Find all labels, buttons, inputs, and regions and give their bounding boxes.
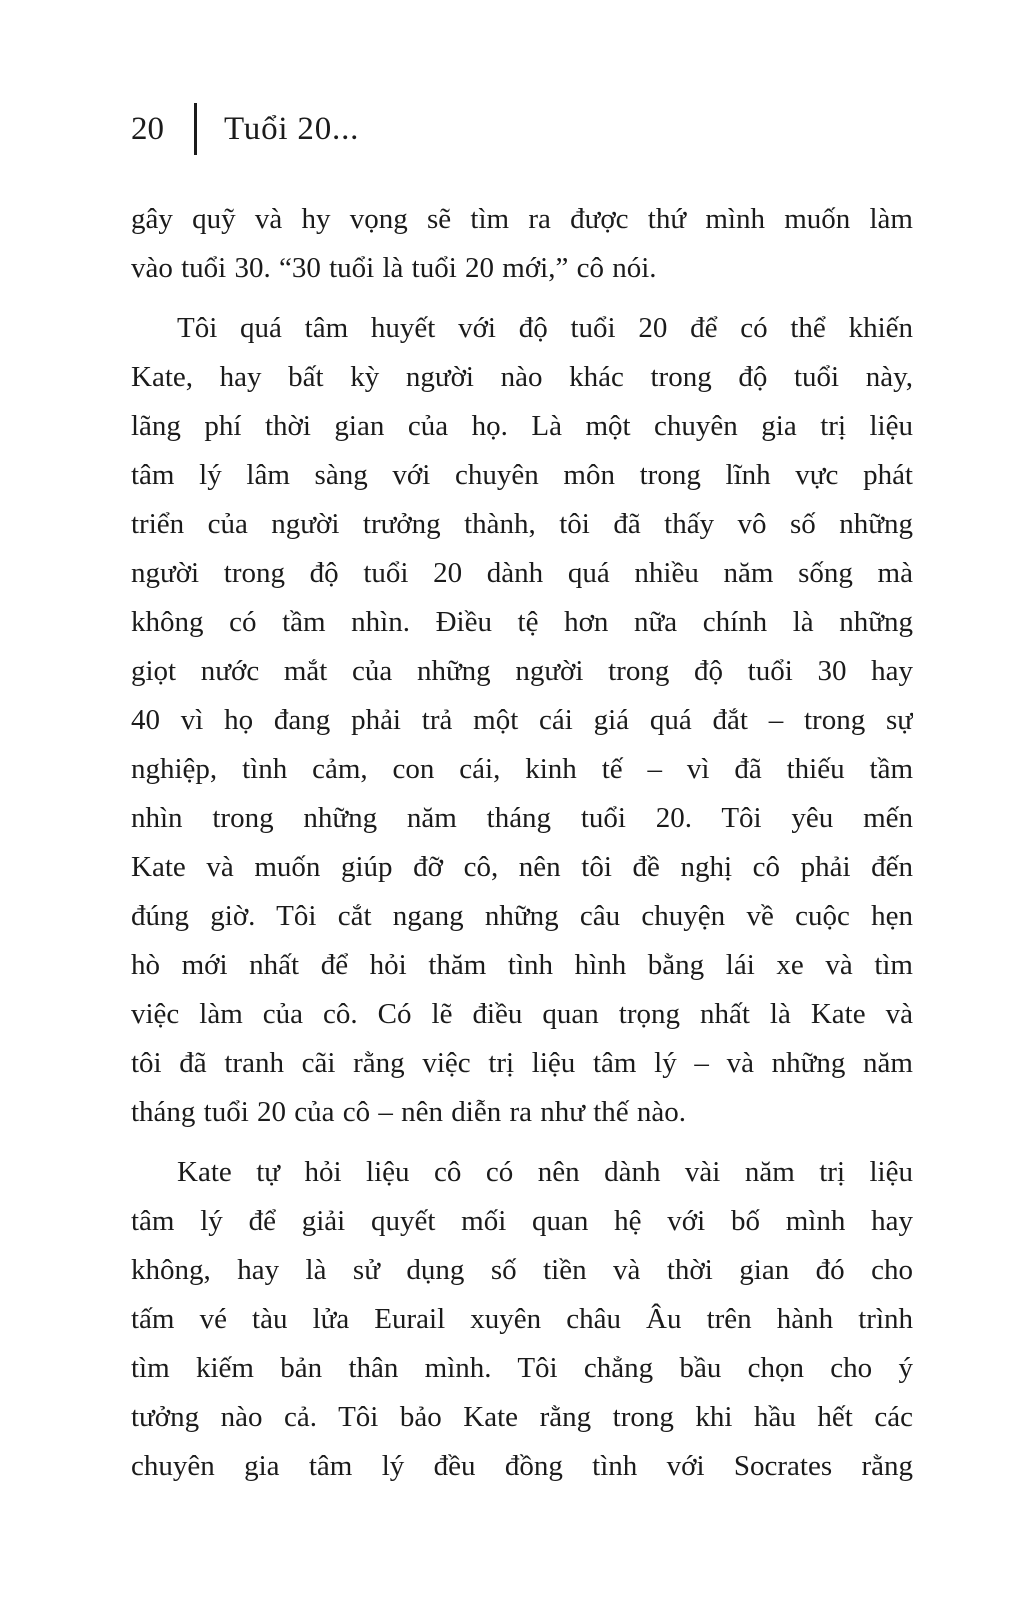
text-line: đúng giờ. Tôi cắt ngang những câu chuyện về cuộc hẹn — [131, 900, 913, 932]
text-line: lãng phí thời gian của họ. Là một chuyên gia trị liệu — [131, 410, 913, 442]
text-line: vào tuổi 30. “30 tuổi là tuổi 20 mới,” cô nói. — [131, 252, 657, 284]
text-line: tấm vé tàu lửa Eurail xuyên châu Âu trên hành trình — [131, 1303, 913, 1335]
text-line: không, hay là sử dụng số tiền và thời gian đó cho — [131, 1254, 913, 1286]
text-line: triển của người trưởng thành, tôi đã thấy vô số những — [131, 508, 913, 540]
text-line: tháng tuổi 20 của cô – nên diễn ra như thế nào. — [131, 1096, 687, 1128]
text-line: tìm kiếm bản thân mình. Tôi chẳng bầu chọn cho ý — [131, 1352, 913, 1384]
page-number: 20 — [131, 110, 164, 147]
body-text — [131, 195, 913, 1491]
text-line: tâm lý để giải quyết mối quan hệ với bố mình hay — [131, 1205, 913, 1237]
header-divider — [194, 103, 197, 155]
text-line: Kate tự hỏi liệu cô có nên dành vài năm trị liệu — [177, 1156, 913, 1188]
text-line: Kate và muốn giúp đỡ cô, nên tôi đề nghị cô phải đến — [131, 851, 913, 883]
running-title: Tuổi 20... — [224, 110, 360, 147]
text-line: chuyên gia tâm lý đều đồng tình với Socrates rằng — [131, 1450, 913, 1482]
text-line: người trong độ tuổi 20 dành quá nhiều năm sống mà — [131, 557, 913, 589]
text-line: gây quỹ và hy vọng sẽ tìm ra được thứ mình muốn làm — [131, 203, 913, 235]
paragraph — [131, 1148, 913, 1491]
text-line: không có tầm nhìn. Điều tệ hơn nữa chính là những — [131, 606, 913, 638]
text-line: nghiệp, tình cảm, con cái, kinh tế – vì đã thiếu tầm — [131, 753, 913, 785]
text-line: việc làm của cô. Có lẽ điều quan trọng nhất là Kate và — [131, 998, 913, 1030]
text-line: tưởng nào cả. Tôi bảo Kate rằng trong khi hầu hết các — [131, 1401, 913, 1433]
paragraph — [131, 195, 913, 293]
text-line: Tôi quá tâm huyết với độ tuổi 20 để có thể khiến — [177, 312, 913, 344]
text-line: tâm lý lâm sàng với chuyên môn trong lĩnh vực phát — [131, 459, 913, 491]
text-line: nhìn trong những năm tháng tuổi 20. Tôi yêu mến — [131, 802, 913, 834]
text-line: giọt nước mắt của những người trong độ tuổi 30 hay — [131, 655, 913, 687]
text-line: hò mới nhất để hỏi thăm tình hình bằng lái xe và tìm — [131, 949, 913, 981]
paragraph — [131, 304, 913, 1137]
text-line: 40 vì họ đang phải trả một cái giá quá đắt – trong sự — [131, 704, 913, 736]
running-header — [131, 103, 1024, 155]
text-line: tôi đã tranh cãi rằng việc trị liệu tâm lý – và những năm — [131, 1047, 913, 1079]
text-line: Kate, hay bất kỳ người nào khác trong độ tuổi này, — [131, 361, 913, 393]
